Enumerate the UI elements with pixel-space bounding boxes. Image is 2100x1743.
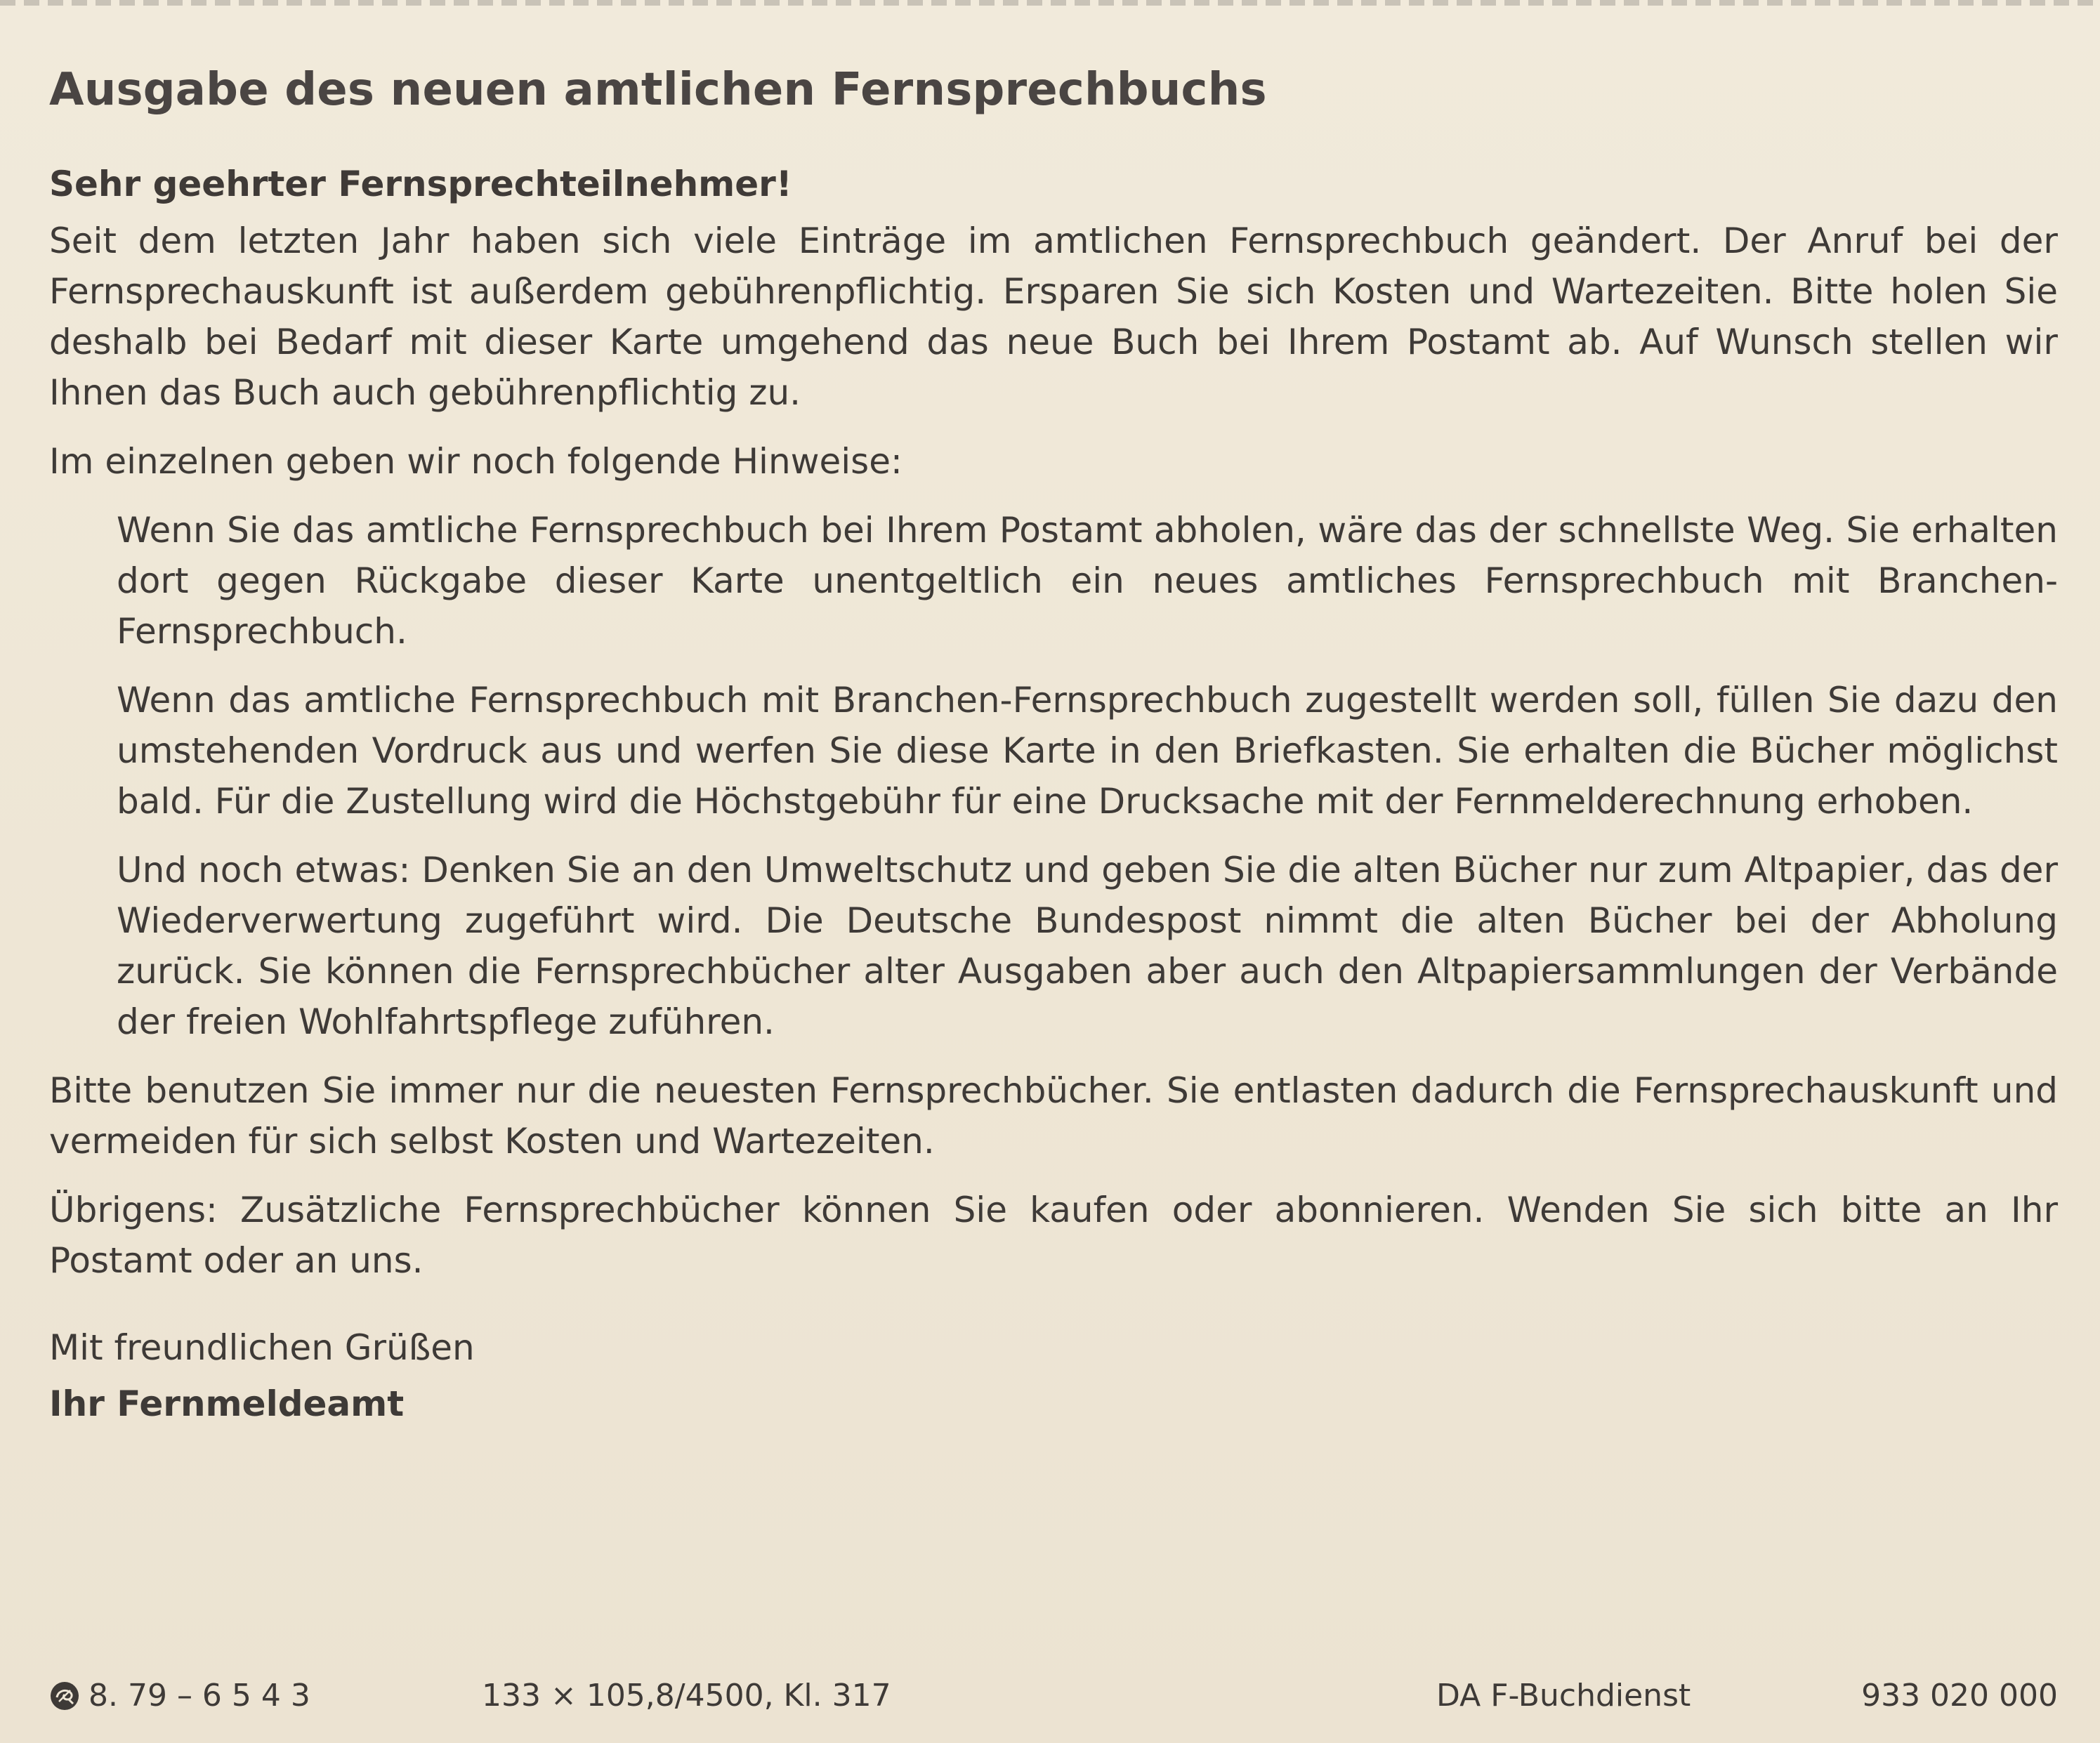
newest-books-paragraph: Bitte benutzen Sie immer nur die neuesten Fernsprechbücher. Sie entlasten dadurch die Fernsprechauskunft und vermeiden für sich selbst Kosten und Wartezeiten. xyxy=(49,1070,2058,1162)
note-recycling: Und noch etwas: Denken Sie an den Umweltschutz und geben Sie die alten Bücher nur zum Altpapier, das der Wiederverwertung zugeführt wird. Die Deutsche Bundespost nimmt die alten Bücher bei der Abholung zurück. Sie können die Fernsprechbücher alter Ausgaben aber auch den Altpapiersammlungen der Verbände der freien Wohlfahrtspflege zuführen. xyxy=(117,849,2058,1042)
closing-block xyxy=(49,1320,2058,1432)
signature: Ihr Fernmeldeamt xyxy=(49,1383,405,1424)
greeting: Mit freundlichen Grüßen xyxy=(49,1327,475,1368)
purchase-paragraph: Übrigens: Zusätzliche Fernsprechbücher können Sie kaufen oder abonnieren. Wenden Sie sich bitte an Ihr Postamt oder an uns. xyxy=(49,1189,2058,1281)
post-horn-emblem-icon xyxy=(49,1680,80,1711)
print-code-text: 8. 79 – 6 5 4 3 xyxy=(88,1678,310,1714)
card-body xyxy=(49,65,2058,1432)
footer-form-number: 933 020 000 xyxy=(1861,1678,2058,1714)
footer xyxy=(49,1675,2058,1717)
note-delivery: Wenn das amtliche Fernsprechbuch mit Branchen-Fernsprechbuch zugestellt werden soll, füllen Sie dazu den umstehenden Vordruck aus und werfen Sie diese Karte in den Briefkasten. Sie erhalten die Bücher möglichst bald. Für die Zustellung wird die Höchstgebühr für eine Drucksache mit der Fernmelderechnung erhoben. xyxy=(117,679,2058,822)
intro-paragraph: Seit dem letzten Jahr haben sich viele Einträge im amtlichen Fernsprechbuch geändert. Der Anruf bei der Fernsprechauskunft ist außerdem gebührenpflichtig. Ersparen Sie sich Kosten und Wartezeiten. Bitte holen Sie deshalb bei Bedarf mit dieser Karte umgehend das neue Buch bei Ihrem Postamt ab. Auf Wunsch stellen wir Ihnen das Buch auch gebührenpflichtig zu. xyxy=(49,220,2058,413)
perforated-edge xyxy=(0,0,2100,6)
note-pickup: Wenn Sie das amtliche Fernsprechbuch bei Ihrem Postamt abholen, wäre das der schnellste Weg. Sie erhalten dort gegen Rückgabe dieser Karte unentgeltlich ein neues amtliches Fernsprechbuch mit Branchen-Fernsprechbuch. xyxy=(117,509,2058,652)
footer-print-code xyxy=(49,1675,310,1717)
page-title: Ausgabe des neuen amtlichen Fernsprechbuchs xyxy=(49,64,1267,116)
salutation: Sehr geehrter Fernsprechteilnehmer! xyxy=(49,163,792,204)
footer-service: DA F-Buchdienst xyxy=(1436,1678,1691,1714)
notes-intro: Im einzelnen geben wir noch folgende Hinweise: xyxy=(49,440,903,482)
footer-format: 133 × 105,8/4500, Kl. 317 xyxy=(482,1678,891,1714)
